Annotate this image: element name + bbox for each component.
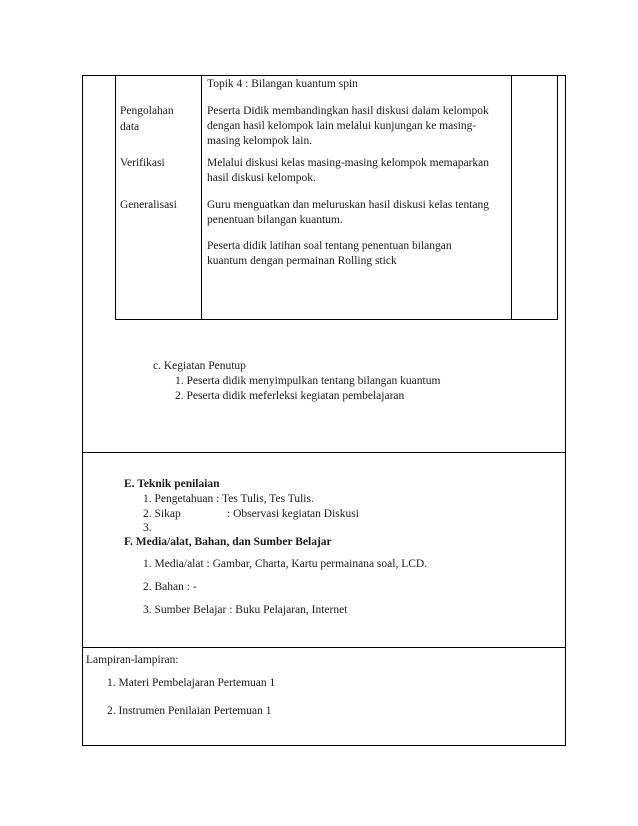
step-description: Peserta didik latihan soal tentang penentuan bilangan xyxy=(207,240,452,252)
assessment-item: 3. xyxy=(143,522,152,534)
outer-divider-2 xyxy=(82,647,566,648)
inner-top-border xyxy=(115,75,558,76)
section-e-heading: E. Teknik penilaian xyxy=(124,478,220,490)
lampiran-item: 2. Instrumen Penilaian Pertemuan 1 xyxy=(107,705,272,717)
inner-col-divider-2 xyxy=(511,75,512,320)
outer-top-border-right xyxy=(557,75,566,76)
step-description: masing kelompok lain. xyxy=(207,135,313,147)
inner-bottom-border xyxy=(115,319,558,320)
penutup-heading: c. Kegiatan Penutup xyxy=(153,360,246,372)
inner-right-border xyxy=(557,75,558,320)
step-description: penentuan bilangan kuantum. xyxy=(207,214,343,226)
outer-top-border xyxy=(82,75,116,76)
penutup-item: 2. Peserta didik meferleksi kegiatan pembelajaran xyxy=(175,390,405,402)
resource-item: 2. Bahan : - xyxy=(143,581,197,593)
step-description: dengan hasil kelompok lain melalui kunjungan ke masing- xyxy=(207,120,477,132)
inner-left-border xyxy=(115,75,116,320)
outer-divider-1 xyxy=(82,452,566,453)
resource-item: 3. Sumber Belajar : Buku Pelajaran, Internet xyxy=(143,604,348,616)
step-description: Guru menguatkan dan meluruskan hasil diskusi kelas tentang xyxy=(207,199,490,211)
resource-item: 1. Media/alat : Gambar, Charta, Kartu permainana soal, LCD. xyxy=(143,558,428,570)
step-label: Generalisasi xyxy=(120,199,177,211)
lampiran-item: 1. Materi Pembelajaran Pertemuan 1 xyxy=(107,677,276,689)
step-label: Verifikasi xyxy=(120,157,165,169)
assessment-item: 1. Pengetahuan : Tes Tulis, Tes Tulis. xyxy=(143,493,314,505)
step-description: hasil diskusi kelompok. xyxy=(207,172,316,184)
outer-right-border xyxy=(565,75,566,746)
step-description: kuantum dengan permainan Rolling stick xyxy=(207,255,397,267)
assessment-item: 2. Sikap xyxy=(143,508,181,520)
step-description: Peserta Didik membandingkan hasil diskusi dalam kelompok xyxy=(207,105,489,117)
outer-bottom-border xyxy=(82,745,566,746)
lampiran-heading: Lampiran-lampiran: xyxy=(86,654,179,666)
step-description: Melalui diskusi kelas masing-masing kelompok memaparkan xyxy=(207,157,490,169)
step-label: data xyxy=(120,121,140,133)
inner-col-divider-1 xyxy=(201,75,202,320)
assessment-item-detail: : Observasi kegiatan Diskusi xyxy=(227,508,359,520)
topic-title: Topik 4 : Bilangan kuantum spin xyxy=(207,78,358,90)
penutup-item: 1. Peserta didik menyimpulkan tentang bilangan kuantum xyxy=(175,375,441,387)
outer-left-border xyxy=(82,75,83,746)
section-f-heading: F. Media/alat, Bahan, dan Sumber Belajar xyxy=(124,536,332,548)
step-label: Pengolahan xyxy=(120,105,174,117)
